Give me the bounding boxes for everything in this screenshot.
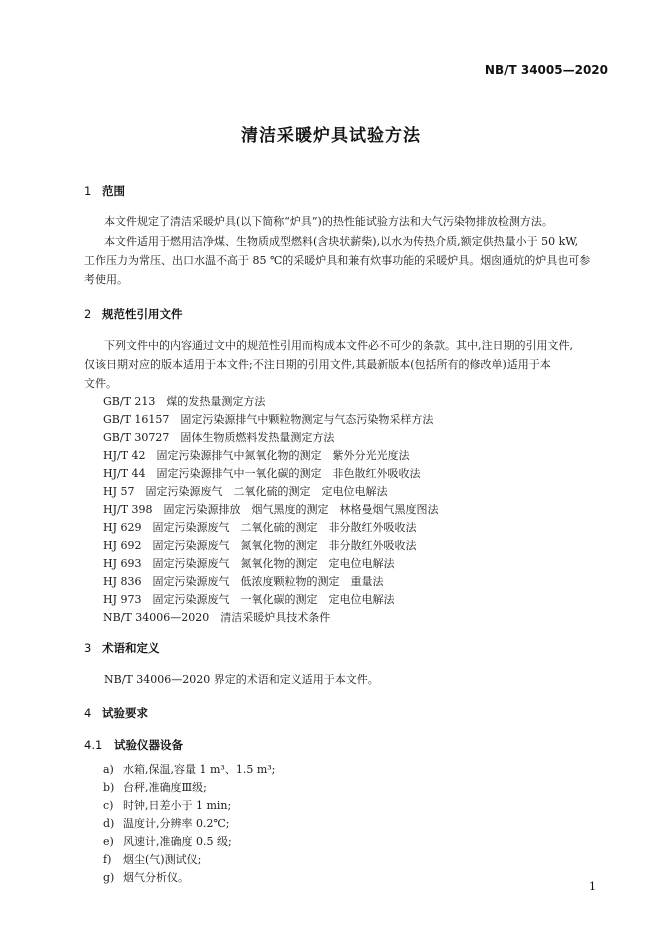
normative-intro-line-3: 文件。 <box>84 377 117 390</box>
list-marker: f) <box>103 853 112 866</box>
list-text: 温度计,分辨率 0.2℃; <box>123 817 230 830</box>
section-number: 1 <box>84 184 92 198</box>
page-title: 清洁采暖炉具试验方法 <box>241 126 421 146</box>
reference-item: HJ 693 固定污染源废气 氮氧化物的测定 定电位电解法 <box>103 557 395 570</box>
section-number: 3 <box>84 641 92 655</box>
reference-item: HJ 836 固定污染源废气 低浓度颗粒物的测定 重量法 <box>103 575 384 588</box>
equipment-item <box>103 761 275 777</box>
reference-item: HJ 973 固定污染源废气 一氧化碳的测定 定电位电解法 <box>103 593 395 606</box>
reference-item: GB/T 30727 固体生物质燃料发热量测定方法 <box>103 431 335 444</box>
equipment-item <box>103 779 207 795</box>
section-2-heading <box>84 306 183 322</box>
reference-item: GB/T 16157 固定污染源排气中颗粒物测定与气态污染物采样方法 <box>103 413 434 426</box>
reference-item: HJ 692 固定污染源废气 氮氧化物的测定 非分散红外吸收法 <box>103 539 417 552</box>
reference-item: HJ 629 固定污染源废气 二氧化硫的测定 非分散红外吸收法 <box>103 521 417 534</box>
scope-paragraph-2-line-1: 本文件适用于燃用洁净煤、生物质成型燃料(含块状薪柴),以水为传热介质,额定供热量小于 50 kW, <box>104 235 579 248</box>
list-marker: d) <box>103 817 115 830</box>
section-number: 4 <box>84 706 92 720</box>
scope-paragraph-2-line-3: 考使用。 <box>84 273 128 286</box>
reference-item: HJ/T 42 固定污染源排气中氮氧化物的测定 紫外分光光度法 <box>103 449 410 462</box>
reference-item: HJ/T 398 固定污染源排放 烟气黑度的测定 林格曼烟气黑度图法 <box>103 503 439 516</box>
section-label: 范围 <box>102 184 125 198</box>
section-4-1-heading <box>84 737 183 753</box>
section-label: 术语和定义 <box>102 641 160 655</box>
list-text: 烟尘(气)测试仪; <box>123 853 202 866</box>
section-number: 2 <box>84 307 92 321</box>
scope-paragraph-1: 本文件规定了清洁采暖炉具(以下简称“炉具”)的热性能试验方法和大气污染物排放检测方法。 <box>104 215 553 228</box>
normative-intro-line-2: 仅该日期对应的版本适用于本文件;不注日期的引用文件,其最新版本(包括所有的修改单)适用于本 <box>84 358 551 371</box>
equipment-item <box>103 815 230 831</box>
section-label: 试验仪器设备 <box>114 738 183 752</box>
section-label: 规范性引用文件 <box>102 307 183 321</box>
reference-item: NB/T 34006—2020 清洁采暖炉具技术条件 <box>103 611 331 624</box>
list-text: 时钟,日差小于 1 min; <box>123 799 232 812</box>
equipment-item <box>103 833 232 849</box>
section-3-heading <box>84 640 160 656</box>
list-marker: c) <box>103 799 114 812</box>
document-code: NB/T 34005—2020 <box>484 63 608 77</box>
list-marker: a) <box>103 763 114 776</box>
equipment-item <box>103 851 201 867</box>
list-marker: e) <box>103 835 114 848</box>
list-marker: b) <box>103 781 115 794</box>
section-label: 试验要求 <box>102 706 148 720</box>
section-1-heading <box>84 183 125 199</box>
page-number: 1 <box>589 880 596 893</box>
equipment-item <box>103 869 189 885</box>
terms-paragraph: NB/T 34006—2020 界定的术语和定义适用于本文件。 <box>104 673 379 686</box>
list-text: 风速计,准确度 0.5 级; <box>123 835 232 848</box>
list-text: 台秤,准确度Ⅲ级; <box>123 781 207 794</box>
list-text: 水箱,保温,容量 1 m³、1.5 m³; <box>123 763 276 776</box>
equipment-item <box>103 797 231 813</box>
list-marker: g) <box>103 871 115 884</box>
section-number: 4.1 <box>84 738 103 752</box>
scope-paragraph-2-line-2: 工作压力为常压、出口水温不高于 85 ℃的采暖炉具和兼有炊事功能的采暖炉具。烟囱通炕的炉具也可参 <box>84 254 591 267</box>
reference-item: HJ/T 44 固定污染源排气中一氧化碳的测定 非色散红外吸收法 <box>103 467 421 480</box>
normative-intro-line-1: 下列文件中的内容通过文中的规范性引用而构成本文件必不可少的条款。其中,注日期的引用文件, <box>104 339 573 352</box>
reference-item: HJ 57 固定污染源废气 二氧化硫的测定 定电位电解法 <box>103 485 388 498</box>
section-4-heading <box>84 705 148 721</box>
reference-item: GB/T 213 煤的发热量测定方法 <box>103 395 266 408</box>
list-text: 烟气分析仪。 <box>123 871 189 884</box>
